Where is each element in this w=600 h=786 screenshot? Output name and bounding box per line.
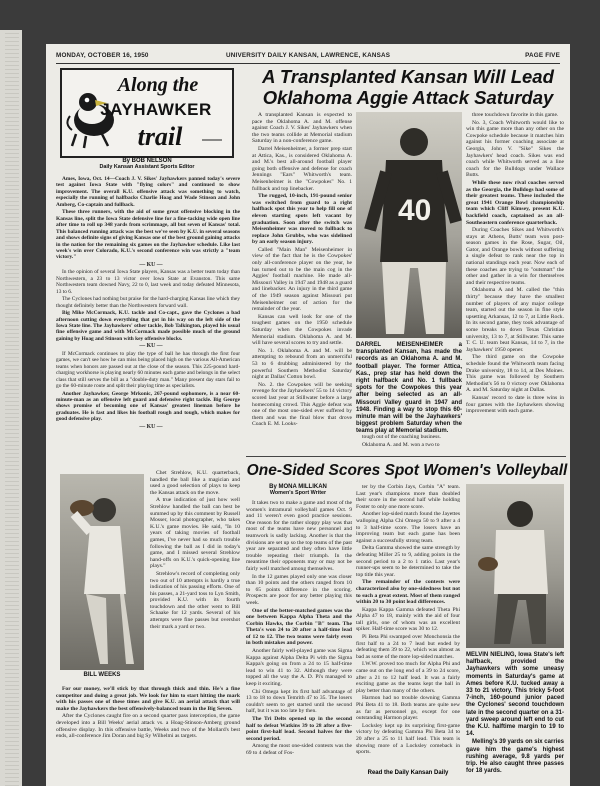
main-paragraph: Called "Main Man" Meisenheimer in view of the fact that he is the Cowpokes' only all-conference player on the year, he has turned out to be the main cog in the Aggies' football machine. He made all-Missouri Valley in 1947 and 1948 as a guard and linebacker. An injury in the third game of the 1949 season against Missouri put Meisenheimer out of action for the remainder of the year.: [252, 246, 352, 313]
football-player-figure: [356, 112, 462, 338]
volleyball-byline-block: [246, 484, 350, 496]
nieling-caption-text-2: Melling's 39 yards on six carries gave him the game's highest rushing average, 9.8 yards per trip. He also caught three passes for 18 yards.: [466, 739, 564, 775]
left-lower-paragraph: A true indication of just how well Strehlow handled the ball can best be summed up by this comment by Russell Mosser, local photographer, who takes K.U.'s game movies. He said, "In 10 years of taking movies of football games, I've never had so much trouble following the ball as I did in today's game, and I missed several Strehlow hand-offs on K.U.'s quick-opening line plays.": [150, 497, 240, 570]
volleyball-byline: By MONA MILLIKAN: [269, 484, 327, 490]
ku-divider: — KU —: [139, 343, 163, 350]
volleyball-paragraph: Another lop-sided match found the Jayettes walloping Alpha Chi Omega 50 to 9 after a 4 to 3 half-time score. The losers have an improving team but each game has been against a successfully strong team.: [356, 511, 460, 544]
main-paragraph: The third game on the Cowpoke schedule found the Whitworth team facing Drake university, 18 to 14, at Des Moines. This game was followed by Southern Methodist's 56 to 0 victory over Oklahoma A. and M. Saturday night at Dallas.: [466, 354, 564, 394]
left-column-header: [58, 158, 236, 170]
main-paragraph: During Coaches Sikes and Whitworth's stays at Athens, Butts' team won post-season games in the Rose, Sugar, Oil, Gator, and Orange bowls without suffering a single defeat to rank near the top in national standings each year. Now each of these coaches are trying to "outsmart" the other and gather in a win for themselves and their respective teams.: [466, 227, 564, 286]
newspaper-page: [46, 44, 570, 786]
main-paragraph: While these now rival coaches served as the Georgia, the Bulldogs had some of their greatest teams. These included the great 1941 Orange Bowl championship team which Cliff Kimsey, present K.U. backfield coach, captained as an all-Southeastern conference quarterback.: [466, 179, 564, 226]
logo-jayhawker: JAYHAWKER: [100, 100, 212, 119]
meisenheimer-caption-text: a transplanted Kansan, has made the records as an Oklahoma A. and M. football player. The former Attica, Kas., prep star has held down the right halfback and No. 1 fullback spots for the Cowpokes this year after being selected as an all-Missouri Valley guard in 1947 and 1948. Finding a way to stop this 60-minute man will be the Jayhawkers' biggest problem Saturday when the teams play at Memorial stadium.: [356, 342, 462, 435]
main-story-col1: [252, 112, 352, 442]
left-byline: By BOB NELSON: [122, 158, 172, 164]
ku-divider: — KU —: [139, 261, 163, 268]
main-paragraph: Oklahoma A and M. called the "thin thirty" because they have the smallest number of players of any major college team, started out the season in fine style upsetting Arkansas, 12 to 7, at Little Rock. In its second game, they took advantage of some breaks to down Texas Christian university, 13 to 7, at Stillwater. This same T. C. U. team beat Kansas, 14 to 7, in the Jayhawkers' 1950 opener.: [466, 287, 564, 353]
volleyball-paragraph: The remainder of the contests were characterized also by one-sidedness but not to such a great extent. Most of them ranged within 20 to 30 point lead differences.: [356, 579, 460, 606]
folio-date: MONDAY, OCTOBER 16, 1950: [56, 52, 149, 59]
left-column-text: [56, 176, 240, 466]
main-paragraph: three touchdown favorite in this game.: [472, 112, 559, 118]
volleyball-paragraph: Delta Gamma showed the same strength by defeating Miller 25 to 9, adding points in the second period to a 2 to 1 ratio. Last year's runner-ups seem to be determined to take the top title this year.: [356, 545, 460, 578]
nieling-caption-text: Iowa State's left halfback, provided the Jayhawkers with some uneasy moments in Saturday's game at Ames before K.U. tucked away a 33 to 21 victory. This tricky 5-foot 7-inch, 160-pound junior paced the Cyclones' second touchdown late in the second quarter on a 31-yard sweep around left end to cut the K.U. halftime margin to 19 to 14.: [466, 652, 565, 738]
main-story-col3: [466, 112, 564, 452]
main-paragraph: Darrel Meisenheimer, a former prep start at Attica, Kas., is considered Oklahoma A. and M.'s best all-around football player going both offensive and defense for coach Jennings "Ears" Whitworth's team. Meisenheimer is the "Cowpokes" No. 1 fullback and top linebacker.: [252, 145, 352, 192]
volleyball-paragraph: The Tri Delts opened up in the second half to defeat Watkins 39 to 28 after a five-point first-half lead. Second halves for the second period.: [246, 716, 352, 742]
main-paragraph: No. 2. the Cowpokes will be seeking revenge for the Jayhawkers' 55 to 14 victory scored last year at Stillwater before a large homecoming crowd. This Aggie defeat was one of the most one-sided ever suffered by them and was the final blow that drove Coach E. M. Looks-: [252, 381, 352, 428]
folio-page: PAGE FIVE: [525, 52, 560, 59]
bill-weeks-photo: [60, 474, 144, 670]
left-lower-paragraph: For our money, we'll stick by that through thick and thin. He's a fine competitor and doing a great job. We look for him to start hitting the mark with his passes one of these times and give K.U. an aerial attack that will make the Jayhawkers the best offensively-balanced team in the Big Seven.: [56, 686, 240, 712]
folio-rule: [56, 63, 560, 64]
meisenheimer-photo: [356, 112, 462, 338]
main-paragraph: Oklahoma A. and M. won a two to: [362, 441, 440, 448]
ku-divider: — KU —: [139, 423, 163, 430]
volleyball-paragraph: ter by the Corbin Jays, Corbin "A" team. Last year's champions more than doubled their score in the second half while holding Foster to only one more score.: [356, 484, 460, 510]
volleyball-paragraph: Kappa Kappa Gamma defeated Theta Phi Alpha 47 to 18, mainly with the aid of four tall girls, one of whom was an excellent spiker. Half-time score was 30 to 12.: [356, 606, 460, 633]
logo-trail: trail: [137, 122, 183, 151]
meisenheimer-caption: [356, 342, 462, 436]
nieling-photo: [466, 484, 564, 648]
left-lower-paragraph: Chet Strehlow, K.U. quarterback, handled the ball like a magician and used a good selection of plays to keep the Kansas attack on the move.: [150, 470, 240, 496]
bill-weeks-caption: BILL WEEKS: [83, 672, 121, 678]
left-paragraph: The Cyclones had nothing but praise for the hard-charging Kansas line which they thought definitely better than the Northwestern forward wall.: [56, 296, 240, 309]
previous-page-edge: [0, 30, 22, 786]
volleyball-col2: [356, 484, 460, 766]
volleyball-paragraph: I.W.W. proved too much for Alpha Phi and came out on the long end of a 39 to 24 score, after a 21 to 12 half lead. It was a fairly exciting game as the teams kept the ball in play better than many of the others.: [356, 661, 460, 694]
logo-along: Along the: [117, 74, 199, 96]
main-paragraph: No. 1. Oklahoma A. and M. will be attempting to rebound from an unmerciful 53 to 6 drubbing administered by the powerful Southern Methodist Saturday night at Dallas' Cotton bowl.: [252, 347, 352, 381]
volleyball-paragraph: Another fairly well-played game was Sigma Kappa against Alpha Delta Pi with the Sigma Kappa's going on from a 24 to 15 half-time lead to win 41 to 32. Although they were topped all the way the A. D. Pi's managed to keep it exciting.: [246, 648, 352, 688]
nieling-caption-name: MELVIN NIELING,: [466, 652, 517, 658]
left-credit: Daily Kansan Assistant Sports Editor: [99, 164, 195, 170]
volleyball-headline: One-Sided Scores Spot Women's Volleyball: [246, 462, 568, 479]
main-paragraph: The rugged, 10-inch, 191-pound senior was switched from guard to a right halfback spot this year to help fill one of eleven starting spots left vacant by graduation. Soon after the switch was Meisenheimer was moved to fullback to replace John Grubbs, who was sidelined by an early season injury.: [252, 193, 352, 246]
football-player-figure: [60, 474, 144, 670]
football-player-figure: [466, 484, 564, 648]
left-paragraph: These three runners, with the aid of some great offensive blocking in the Kansas line, split the Iowa State defensive line for a fine-tacking wide open line after time to roll up 348 yards from scrimmage, all but seven of Kansas' total. This balanced running attack was the best we've seen by K.U. in several seasons and shows definite signs of giving Kansas one of the best ground gaining attacks in the nation for the remaining six games on the Jayhawker schedule. Like last week's win over Colorado, K.U.'s second conference win was strictly a "team victory.": [56, 209, 240, 261]
main-paragraph: No. 3, Coach Whitworth would like to win this game more than any other on the Cowpoke schedule because it matches him against his former coaching associate at Georgia, John V. "Sike" Sikes the Jayhawkers' head coach. Sikes was end coach while Whitworth served as a line coach for the Bulldogs under Wallace Butts.: [466, 119, 564, 179]
volleyball-paragraph: In the 12 games played only one was closer than 10 points and the others ranged from 10 to 65 points difference in the scoring. Prospects are poor for any better playing this week.: [246, 573, 352, 606]
volleyball-paragraph: Chi Omega kept its first half advantage of 13 to 18 to down Temrith 47 to 35. The losers couldn't seem to get started until the second half, but it was too late by then.: [246, 688, 352, 715]
main-paragraph: A transplanted Kansan is expected to pace the Oklahoma A. and M. offense against Coach J. V. Sikes' Jayhawkers when the two teams collide at Memorial stadium Saturday in a non-conference game.: [252, 112, 352, 145]
jersey-number: 40: [398, 194, 432, 227]
volleyball-col1: [246, 500, 352, 782]
volleyball-paragraph: It takes two to make a game and most of the women's intramural volleyball games Oct. 9 and 11 weren't even good practice sessions. One reason for the rather sloppy play was that most of the teams have new personnel and teamwork is sadly lacking. Another is that the divisions are set up so the top teams of the past year are separated and they often have little trouble repeating their triumph. In the meantime their opponents may or may not be fairly well matched among themselves.: [246, 500, 352, 572]
folio-paper: UNIVERSITY DAILY KANSAN, LAWRENCE, KANSAS: [226, 52, 391, 59]
main-paragraph: Kansas can well look for one of the toughest games on the 1950 schedule Saturday when the Cowpokes invade Memorial stadium. Oklahoma A. and M. will have several scores to try and settle.: [252, 313, 352, 347]
meisenheimer-caption-name: DARREL MEISENHEIMER: [356, 342, 443, 348]
volleyball-paragraph: Harmon had no trouble downing Gamma Phi Beta 41 to 18. Both teams are quite new as far as personnel go, except for one outstanding Harmon player.: [356, 695, 460, 722]
left-paragraph: Another Jayhawker, George Mrkonic, 267-pound sophomore, is a near 60-minute-man as an offensive left guard and defensive right tackle. Big George shows promise of becoming one of Kansas' greatest lineman before he graduates. He is fast and likes his football rough and tough, which makes for good defensive play.: [56, 390, 240, 423]
main-paragraph: Kansas' record to date is three wins in four games with the Jayhawkers showing improvement with each game.: [466, 394, 564, 415]
column-logo: [60, 68, 234, 158]
volleyball-paragraph: Locksley kept up its surprising first-game victory by defeating Gamma Phi Beta 34 to 20 after a 25 to 11 half lead. This team is showing more of a Locksley comeback in sports.: [356, 722, 460, 756]
main-story-col2-tail: [356, 434, 462, 450]
read-kansan-note: Read the Daily Kansan Daily: [367, 770, 449, 776]
volleyball-credit: Women's Sport Writer: [269, 490, 327, 496]
folio-line: [56, 52, 560, 62]
left-bottom-text: [56, 686, 240, 782]
volleyball-paragraph: Among the most one-sided contests was the 69 to 4 defeat of Fos-: [246, 743, 352, 756]
left-lower-paragraph: After the Cyclones caught fire on a second quarter pass interception, the game developed into a Bill Weeks' aerial attack vs. a Hoag-Stinson-Amberg ground offensive display. In this offensive battle, Weeks and two of the Mollard's best ends, all-conference Jim Doran and big Sy Wilhelmi as targets.: [56, 713, 240, 740]
left-lower-paragraph: Strehlow's record of completing only two out of 10 attempts is hardly a true indication of his passing efforts. One of his passes, a 21-yard toss to Lyn Smith, provided K.U. with its fourth touchdown and the other went to Bill Schaake for 12 yards. Several of his attempts were fine passes but overshot their mark a yard or two.: [150, 570, 240, 630]
left-lower-text: [150, 470, 240, 678]
main-headline: A Transplanted Kansan Will Lead Oklahoma Aggie Attack Saturday: [262, 66, 554, 108]
left-paragraph: Ames, Iowa, Oct. 14—Coach J. V. Sikes' Jayhawkers panned today's severe test against Iowa State with "flying colors" and continued to show improvement. The overall K.U. offensive attack was something to watch, especially the running of halfbacks Charlie Hoag and Wade Stinson and John Amberg, Co-captain and fullback.: [56, 176, 240, 208]
section-divider: [246, 456, 566, 457]
volleyball-paragraph: One of the better-matched games was the one between Kappa Alpha Theta and the Corbin Hawks, the Corbin "B" team. The Theta's won 24 to 20 after a half-time lead of 12 to 12. The two teams were fairly even in both mistakes and power.: [246, 607, 352, 647]
nieling-caption: [466, 652, 564, 775]
main-paragraph: tough out of the coaching business.: [362, 434, 441, 440]
left-paragraph: In the opinion of several Iowa State players, Kansas was a better team today than Northwestern, a 23 to 13 victor over Iowa State at Evanston. This same Northwestern team downed Navy, 22 to 0, last week and today defeated Minnesota, 13 to 6.: [56, 269, 240, 295]
left-paragraph: If McCormack continues to play the type of ball he has through the first four games, we can't see how he can miss being placed high on the various All-American teams when honors are passed out at the close of the season. This 225-pound hard-charging workhorse is playing nearly 60 minutes each game and belongs in the select class that still serves the bill as a "double-duty man." Many present day stars fail to go the 60-minute route and split their playing time as specialists.: [56, 350, 240, 390]
left-paragraph: Big Mike McCormack, K.U. tackle and Co-capt., gave the Cyclones a bad afternoon cutting down everything that got in his way on the left side of the Iowa State line. The Jayhawkers' other tackle, Bob Talkington, played his usual fine offensive game and with McCormack made possible much of the ground gaining by Hoag and Stinson with key offensive blocks.: [56, 310, 240, 342]
volleyball-paragraph: Pi Beta Phi swamped over Monchonsia the first half to a 24 to 7 lead but ended by defeating them 39 to 22, which was almost as bad as some of the more lop-sided matches.: [356, 634, 460, 660]
